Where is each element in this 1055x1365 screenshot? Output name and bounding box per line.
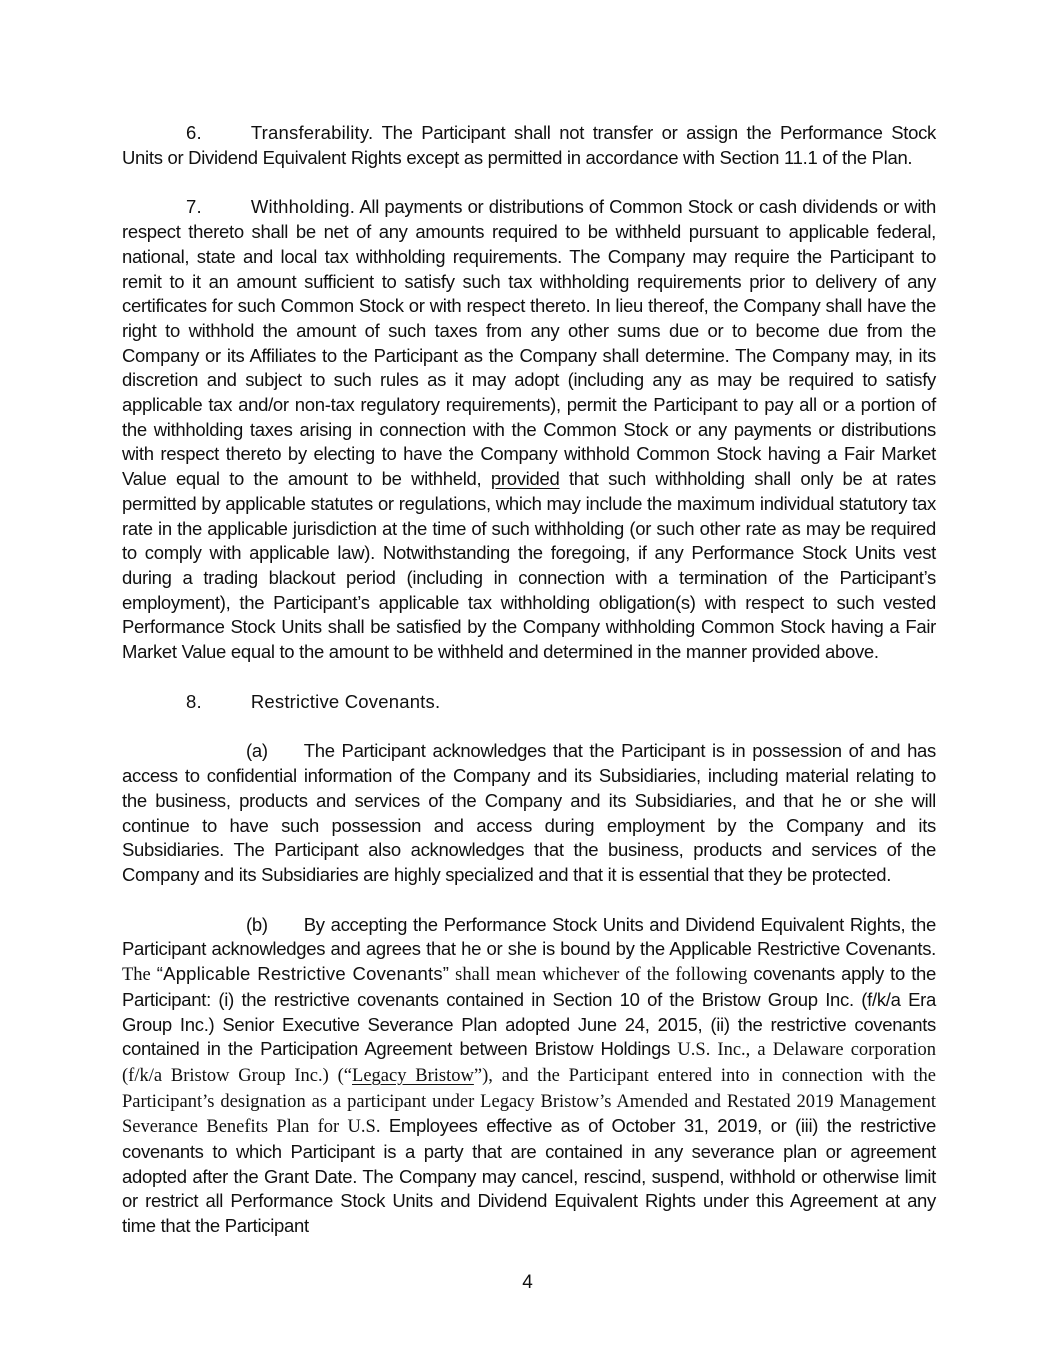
section-7-text-continued: that such withholding shall only be at rates permitted by applicable statutes or regulations, which may include the maximum individual statutory tax rate in the applicable jurisdiction at the time of such withholding (or such other rate as may be required to comply with applicable law). Notwithstanding the foregoing, if any Performance Stock Units vest during a trading blackout period (including in connection with a termination of the Participant’s employment), the Participant’s applicable tax withholding obligation(s) with respect to such vested Performance Stock Units shall be satisfied by the Company withholding Common Stock having a Fair Market Value equal to the amount to be withheld and determined in the manner provided above. xyxy=(122,468,936,663)
section-7-number: 7. xyxy=(186,196,202,218)
underlined-term-legacy-bristow: Legacy Bristow xyxy=(352,1065,474,1086)
section-6-number: 6. xyxy=(186,122,202,143)
page-number: 4 xyxy=(522,1272,533,1293)
section-8-number: 8. xyxy=(186,690,202,712)
subsection-b-text: covenants apply to the Participant: (i) the restrictive covenants contained in Section 10 of the Bristow Group Inc. (f/k/a Era Group Inc.) Senior Executive Severance Plan adopted June 24, 2015, (ii) the restrictive covenants contained in the Participation Agreement between Bristow Holdings xyxy=(122,963,937,1060)
underlined-term-provided: provided xyxy=(490,468,560,490)
paragraph-section-6 xyxy=(122,121,936,170)
subsection-b-text: Employees effective as of October 31, 2019, or (iii) the restrictive covenants to which Participant is a party that are contained in any severance plan or agreement adopted after the Grant Date. The Company may cancel, rescind, suspend, withhold or otherwise limit or restrict all Performance Stock Units and Dividend Equivalent Rights under this Agreement at any time that the Participant xyxy=(122,1115,936,1237)
paragraph-section-7 xyxy=(122,195,936,664)
paragraph-section-8a xyxy=(122,739,936,887)
subsection-a-text: The Participant acknowledges that the Participant is in possession of and has access to confidential information of the Company and its Subsidiaries, including material relating to the business, products and services of the Company and its Subsidiaries, and that he or she will continue to have such possession and access during employment by the Company and its Subsidiaries. The Participant also acknowledges that the business, products and services of the Company and its Subsidiaries are highly specialized and that it is essential that they be protected. xyxy=(122,740,936,885)
section-6-heading: Transferability. xyxy=(250,122,374,143)
section-7-text: All payments or distributions of Common Stock or cash dividends or with respect thereto shall be net of any amounts required to be withheld pursuant to applicable federal, national, state and local tax withholding requirements. The Company may require the Participant to remit to it an amount sufficient to satisfy such tax withholding requirements prior to delivery of any certificates for such Common Stock or with respect thereto. In lieu thereof, the Company shall have the right to withhold the amount of such taxes from any other sums due or to become due from the Company or its Affiliates to the Participant as the Company shall determine. The Company may, in its discretion and subject to such rules as it may adopt (including any as may be required to satisfy applicable tax and/or non-tax regulatory requirements), permit the Participant to pay all or a portion of the withholding taxes arising in connection with the Common Stock or any payments or distributions with respect thereto by electing to have the Company withhold Common Stock having a Fair Market Value equal to the amount to be withheld, xyxy=(122,196,936,490)
defined-term-applicable-restrictive-covenants: “Applicable Restrictive Covenants” xyxy=(156,963,450,985)
subsection-b-text: shall mean whichever of the following xyxy=(449,965,754,986)
section-8-heading: Restrictive Covenants. xyxy=(250,690,441,712)
section-7-heading: Withholding. xyxy=(250,196,356,218)
subsection-b-text: ”), and the Participant entered into in connection with the Participant’s designation as a participant under Legacy Bristow’s Amended and Restated 2019 Management Severance Benefits Plan for U.S. xyxy=(122,1065,937,1138)
section-6-text: The Participant shall not transfer or assign the Performance Stock Units or Dividend Equivalent Rights except as permitted in accordance with Section 11.1 of the Plan. xyxy=(122,122,936,168)
document-body xyxy=(122,121,936,1239)
subsection-b-label: (b) xyxy=(246,913,268,935)
subsection-b-text: U.S. Inc., a Delaware corporation (f/k/a Bristow Group Inc.) (“ xyxy=(122,1040,936,1086)
subsection-b-text: By accepting the Performance Stock Units and Dividend Equivalent Rights, the Participant acknowledges and agrees that he or she is bound by the Applicable Restrictive Covenants. xyxy=(122,913,936,960)
paragraph-section-8b xyxy=(122,913,936,1239)
paragraph-section-8 xyxy=(122,690,936,715)
subsection-b-text: The xyxy=(122,965,157,986)
subsection-a-label: (a) xyxy=(246,740,268,762)
